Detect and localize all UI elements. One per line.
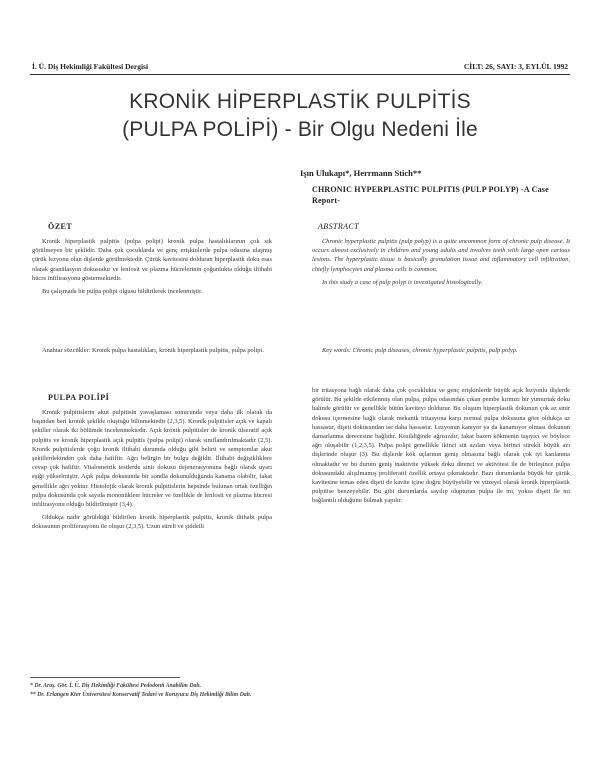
ozet-body bbox=[32, 237, 272, 300]
abstract-heading: ABSTRACT bbox=[318, 222, 359, 231]
english-title: CHRONIC HYPERPLASTIC PULPITIS (PULP POLYP) -A Case Report- bbox=[312, 185, 549, 205]
header-rule bbox=[30, 74, 570, 75]
body-left-column bbox=[32, 408, 272, 536]
footnote-1: * Dr. Araş. Gör. İ. Ü. Diş Hekimliği Fakültesi Pedodonti Anabilim Dalı. bbox=[30, 683, 202, 689]
abstract-paragraph: Chronic hyperplastic pulpitis (pulp polyp) is a quite uncommon form of chronic pulp disease. It occurs almost exclusively in children and young adults and involves teeth with large open carious lesions. The hyperplastic tissue is basically granulation tissue and inflammatory cell infiltration, chiefly lymphocytes and plasma cells is common. bbox=[312, 238, 570, 273]
ozet-heading: ÖZET bbox=[48, 222, 73, 231]
issue-info: CİLT: 26, SAYI: 3, EYLÜL 1992 bbox=[463, 62, 568, 71]
body-paragraph: bir iritasyona bağlı olarak daha çok çocuklukta ve genç erişkinlerde büyük açık lezyonlu dişlerde görülür. Bu şekilde etkilenmiş olan pulpa, pulpa odasından çıkan pembe kırmızı bir yumurtak doku halinde görülür ve genellikle bütün kaviteyi doldurur. Bu oluşum hiperplastik dokunun çok az sinir dokusu içermesine bağlı olarak mekanik iritasyona karşı normal pulpa dokusuna göre oldukça az hassastır, dişeti dokusundan ise daha hassastır. Lezyonun kanıyor ya da kanamıyor olması dokunun damarlanma derecesine bağlıdır. Kesildiğinde ağrısızdır, fakat bazen kökmenin taşıyıcı ve böylece ağrı oluşabilir (1,2,3,5). Pulpa polipi genellikle ikinci süt azıları veya birinci sürekli büyük azı dişlerinde oluşur (3). Bu dişlerde kök uçlarının geniş olmasına bağlı olarak çok iyi kanlanma olmaktadır ve bu durum geniş inaktivite yüksek doku direnci ve aktivitesi ile de birleşince pulpa dokusundaki alışılmamış proliferatif özellik ortaya çıkmaktadır. Bazı durumlarda büyük bir çürük kavitesine temas eden dişeti de kavite içine doğru büyüyebilir ve yüzeyel olarak kronik hiperplastik pulpitise benzeyebilir. Bu gibi durumlarda sayılıp olupturan pulpa ile mi, yoksa dişeti ile mi bağlantılı olduğunu bulmak yapılır. bbox=[312, 387, 570, 505]
ozet-paragraph: Kronik hiperplastik pulpitis (pulpa polipi) kronik pulpa hastalıklarının çok sık görülmeyen bir şeklidir. Daha çok çocuklarda ve genç erişkinlerde pulpa odasına ulaşmış çürük lezyonu olan dişlerde görülmektedir. Çürük kavitesini dolduran hiperplastik doku esas olarak granülasyon dokusudur ve lenfosit ve plazma hücrelerinin çoğunlukta olduğu iltihabi hücre infiltrasyonu göstermektedir. bbox=[32, 238, 272, 282]
abstract-paragraph: In this study a case of pulp polyp is investigated histologically. bbox=[322, 278, 483, 286]
footnote-2: ** Dr. Erlangen Ktor Üniversitesi Konservatif Tedavi ve Koruyucu Diş Hekimliği Bilim Dalı. bbox=[30, 692, 252, 698]
title-line-1: KRONİK HİPERPLASTİK PULPİTİS bbox=[129, 90, 471, 113]
abstract-keywords: Key words: Chronic pulp diseases, chronic hyperplastic pulpitis, pulp polyp. bbox=[322, 347, 518, 354]
body-paragraph: Oldukça nadir görüldüğü bildirilen kronik hiperplastik pulpitis, kronik iltihabi pulpa dokusunun proliferasyonu ile oluşur (2,3,5). Uzun süreli ve şiddetli bbox=[32, 514, 272, 531]
abstract-body bbox=[312, 237, 570, 291]
title-line-2: (PULPA POLİPİ) - Bir Olgu Nedeni İle bbox=[122, 118, 478, 141]
ozet-keywords: Anahtar sözcükler: Kronik pulpa hastalıkları, kronik hiperplastik pulpitis, pulpa polipi. bbox=[42, 347, 264, 354]
section-heading-pulpa-polipi: PULPA POLİPİ bbox=[48, 393, 110, 402]
body-paragraph: Kronik pulpitislerin akut pulpitisin yavaşlaması sonucunda veya daha ilk olarak da başından beri kronik şekilde oluştuğu bilinmektedir (2,3,5). Kronik pulpitisler açık ve kapalı şekiller olarak iki bölümde incelenmektedir. Açık kronik pulpitisler de kronik ülseratif açık pulpitis ve kronik hiperplastik açık pulpitis (pulpa polipi) olarak sınıflandırılmaktadır (2,5). Kronik pulpitislerde çoğu kronik iltihabi durumda olduğu gibi belirti ve semptomlar akut şekillerdekinden çok daha hafiftir. Ağrı belirgin bir bulgu değildir. İltihabi değişikliklere cevap çok hafiftir. Vitalometrik testlerde sinir dokusu dejenerasyonuna bağlı olarak uyarı eşiği yükselmiştir. Açık pulpa dokusunda bir sondla dokunulduğunda kanama olabilir, fakat genellikle ağrı yoktur. Histolojik olarak kronik pulpitislerin hepsinde bulunan ortak özelliğin pulpa dokusunda çok sayıda mononükleer hücreler ve özellikle de lenfosit ve plazma hücresi infiltrasyonu olduğu bildirilmiştir (3,4). bbox=[32, 409, 272, 509]
ozet-paragraph: Bu çalışmada bir pulpa polipi olgusu bildirilerek incelenmiştir. bbox=[42, 288, 203, 296]
footnote-rule bbox=[30, 677, 180, 678]
journal-name: İ. Ü. Diş Hekimliği Fakültesi Dergisi bbox=[32, 62, 149, 71]
body-right-column bbox=[312, 386, 570, 510]
authors: Işın Ulukapı*, Herrmann Stich** bbox=[300, 168, 422, 178]
